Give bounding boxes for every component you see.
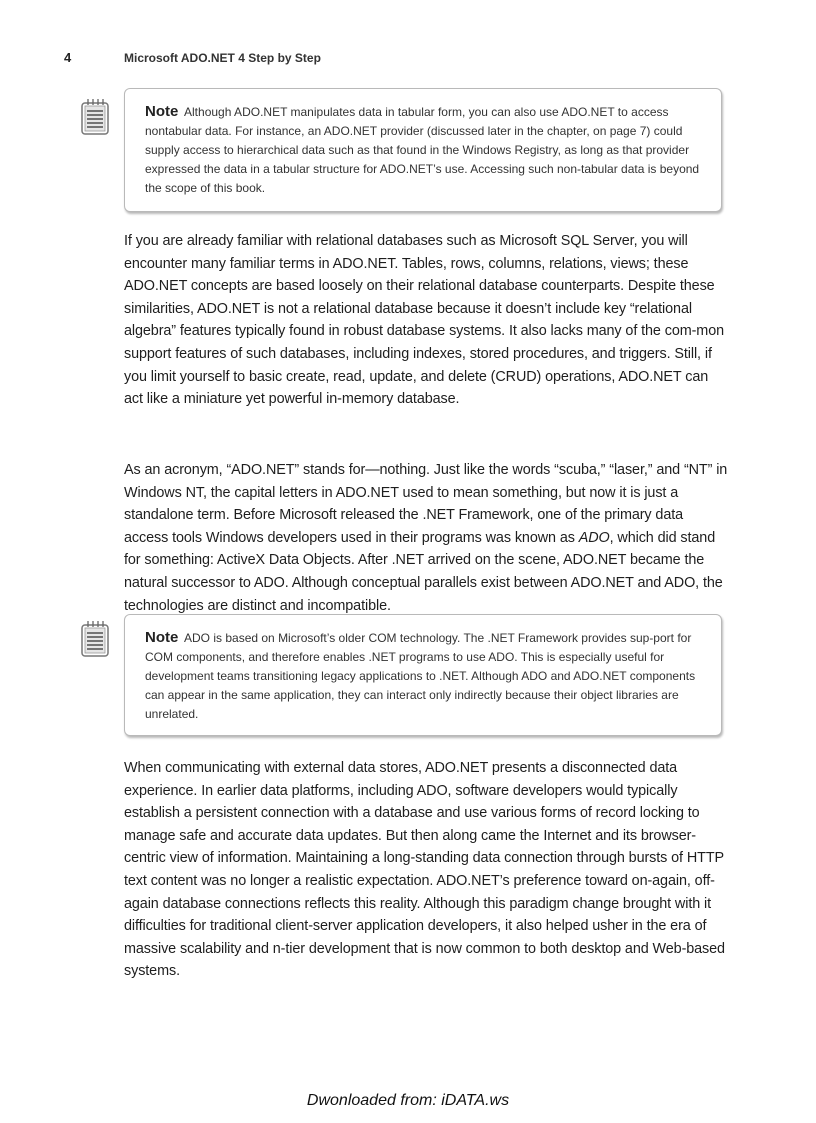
note-2-label: Note xyxy=(145,629,179,646)
download-watermark: Dwonloaded from: iDATA.ws xyxy=(306,1092,510,1109)
note-1-label: Note xyxy=(145,103,179,120)
notepad-icon xyxy=(80,98,110,136)
paragraph-3: When communicating with external data stores, ADO.NET presents a disconnected data experience. In earlier data platforms, including ADO, software developers would typically establish a persistent connection with a database and use various forms of record locking to manage safe and accurate data updates. But then along came the Internet and its browser-centric view of information. Maintaining a long-standing data connection through bursts of HTTP text content was no longer a realistic expectation. ADO.NET’s preference toward on-again, off-again database connections reflects this reality. Although this paradigm change brought with it difficulties for traditional client-server application developers, it also helped usher in the era of massive scalability and n-tier development that is now common to both desktop and Web-based systems. xyxy=(124,760,725,980)
note-box-1 xyxy=(124,88,722,212)
paragraph-2-part-2: , which did stand for something: ActiveX Data Objects. After .NET arrived on the scene, ADO.NET became the natural successor to ADO. Although conceptual parallels exist between ADO.NET and ADO, the technologies are distinct and incompatible. xyxy=(124,529,723,614)
running-title: Microsoft ADO.NET 4 Step by Step xyxy=(124,51,321,65)
paragraph-2-part-1: As an acronym, “ADO.NET” stands for—nothing. Just like the words “scuba,” “laser,” and “NT” in Windows NT, the capital letters in ADO.NET used to mean something, but now it is just a standalone term. Before Microsoft released the .NET Framework, one of the primary data access tools Windows developers used in their programs was known as xyxy=(124,462,728,546)
note-2-text: ADO is based on Microsoft’s older COM technology. The .NET Framework provides sup-port for COM components, and therefore enables .NET programs to use ADO. This is especially useful for development teams transitioning legacy applications to .NET. Although ADO and ADO.NET components can appear in the same application, they can interact only indirectly because their object libraries are unrelated. xyxy=(145,631,696,721)
paragraph-2-italic-ado: ADO xyxy=(578,529,610,546)
note-1-text-block xyxy=(145,102,709,198)
notepad-icon xyxy=(80,620,110,658)
note-box-2 xyxy=(124,614,722,736)
note-2-text-block xyxy=(145,628,709,724)
paragraph-2 xyxy=(124,459,728,617)
page-number: 4 xyxy=(64,50,72,65)
page-header xyxy=(0,50,816,70)
paragraph-1: If you are already familiar with relational databases such as Microsoft SQL Server, you will encounter many familiar terms in ADO.NET. Tables, rows, columns, relations, views; these ADO.NET concepts are based loosely on their relational database counterparts. Despite these similarities, ADO.NET is not a relational database because it doesn’t include key “relational algebra” features typically found in robust database systems. It also lacks many of the com-mon support features of such databases, including indexes, stored procedures, and triggers. Still, if you limit yourself to basic create, read, update, and delete (CRUD) operations, ADO.NET can act like a miniature yet powerful in-memory database. xyxy=(124,233,724,408)
note-1-text: Although ADO.NET manipulates data in tabular form, you can also use ADO.NET to access nontabular data. For instance, an ADO.NET provider (discussed later in the chapter, on page 7) could supply access to hierarchical data such as that found in the Windows Registry, as long as that provider expressed the data in a tabular structure for ADO.NET’s use. Accessing such non-tabular data is beyond the scope of this book. xyxy=(145,105,700,195)
